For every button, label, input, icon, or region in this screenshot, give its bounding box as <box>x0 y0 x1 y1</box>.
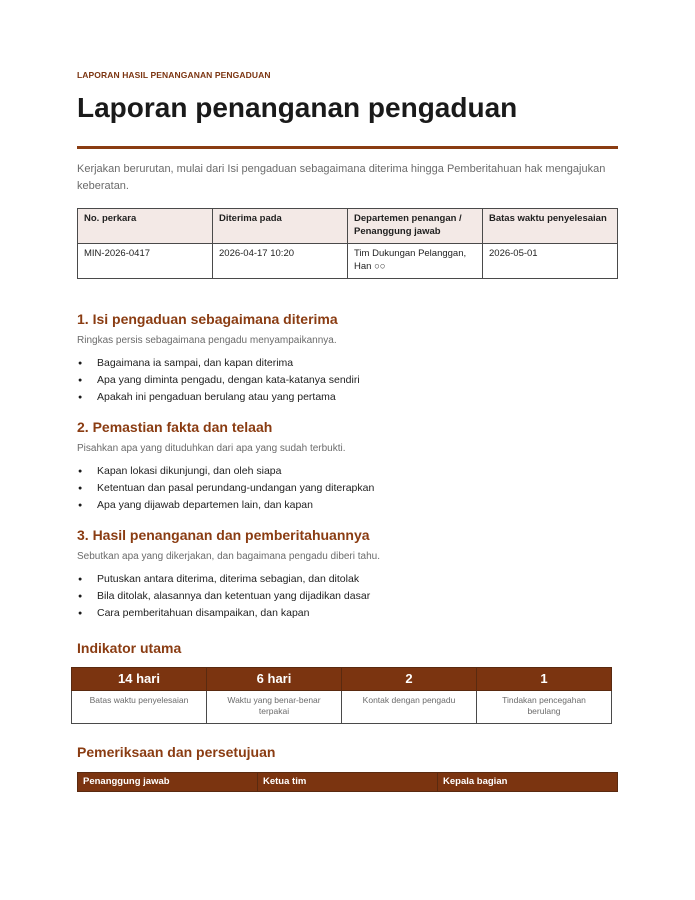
section-subtitle: Sebutkan apa yang dikerjakan, dan bagaimana pengadu diberi tahu. <box>77 550 381 562</box>
list-item: ● Cara pemberitahuan disampaikan, dan kapan <box>77 605 618 622</box>
report-kicker: LAPORAN HASIL PENANGANAN PENGADUAN <box>77 70 271 80</box>
indicator-label: Kontak dengan pengadu <box>342 690 477 724</box>
approval-heading: Pemeriksaan dan persetujuan <box>77 744 276 761</box>
indicator-labels-row <box>72 690 612 724</box>
section-indicators <box>77 640 618 725</box>
list-item: ● Kapan lokasi dikunjungi, dan oleh siapa <box>77 463 618 480</box>
indicator-value: 6 hari <box>207 667 342 690</box>
indicators-heading: Indikator utama <box>77 639 182 656</box>
section-subtitle: Pisahkan apa yang dituduhkan dari apa yang sudah terbukti. <box>77 442 346 454</box>
list-item: ● Apa yang diminta pengadu, dengan kata-katanya sendiri <box>77 372 618 389</box>
section-heading: 3. Hasil penanganan dan pemberitahuannya <box>77 526 370 543</box>
case-number-cell: MIN-2026-0417 <box>78 243 213 278</box>
indicator-value: 1 <box>477 667 612 690</box>
received-at-header: Diterima pada <box>213 209 348 244</box>
approval-role-section-head: Kepala bagian <box>438 773 618 792</box>
indicators-table <box>71 667 612 725</box>
deadline-header: Batas waktu penyelesaian <box>483 209 618 244</box>
intro-text: Kerjakan berurutan, mulai dari Isi pengaduan sebagaimana diterima hingga Pemberitahuan hak mengajukan keberatan. <box>77 163 606 193</box>
list-item: ● Putuskan antara diterima, diterima sebagian, dan ditolak <box>77 571 618 588</box>
section-fact-check <box>77 419 618 514</box>
section-heading: 1. Isi pengaduan sebagaimana diterima <box>77 310 338 327</box>
indicator-label: Waktu yang benar-benar terpakai <box>207 690 342 724</box>
list-item: ● Apakah ini pengaduan berulang atau yang pertama <box>77 389 618 406</box>
case-info-table <box>77 208 618 278</box>
indicator-label: Batas waktu penyelesaian <box>72 690 207 724</box>
section-list <box>77 463 618 514</box>
section-list <box>77 571 618 622</box>
approval-role-responsible: Penanggung jawab <box>78 773 258 792</box>
indicator-label: Tindakan pencegahan berulang <box>477 690 612 724</box>
received-at-cell: 2026-04-17 10:20 <box>213 243 348 278</box>
list-item: ● Apa yang dijawab departemen lain, dan kapan <box>77 497 618 514</box>
list-item: ● Ketentuan dan pasal perundang-undangan yang diterapkan <box>77 480 618 497</box>
deadline-cell: 2026-05-01 <box>483 243 618 278</box>
section-list <box>77 355 618 406</box>
indicator-values-row <box>72 667 612 690</box>
section-heading: 2. Pemastian fakta dan telaah <box>77 418 273 435</box>
approval-role-team-lead: Ketua tim <box>258 773 438 792</box>
approval-table <box>77 772 618 792</box>
department-cell: Tim Dukungan Pelanggan, Han ○○ <box>348 243 483 278</box>
list-item: ● Bila ditolak, alasannya dan ketentuan yang dijadikan dasar <box>77 588 618 605</box>
indicator-value: 2 <box>342 667 477 690</box>
indicator-value: 14 hari <box>72 667 207 690</box>
section-complaint-content <box>77 311 618 406</box>
approval-roles-row <box>78 773 618 792</box>
section-subtitle: Ringkas persis sebagaimana pengadu menyampaikannya. <box>77 334 337 346</box>
page-title: Laporan penanganan pengaduan <box>77 92 518 123</box>
case-number-header: No. perkara <box>78 209 213 244</box>
section-results <box>77 527 618 622</box>
case-info-header-row <box>78 209 618 244</box>
list-item: ● Bagaimana ia sampai, dan kapan diterima <box>77 355 618 372</box>
title-divider <box>77 146 618 149</box>
department-header: Departemen penangan / Penanggung jawab <box>348 209 483 244</box>
case-info-row <box>78 243 618 278</box>
section-approval <box>77 744 618 792</box>
